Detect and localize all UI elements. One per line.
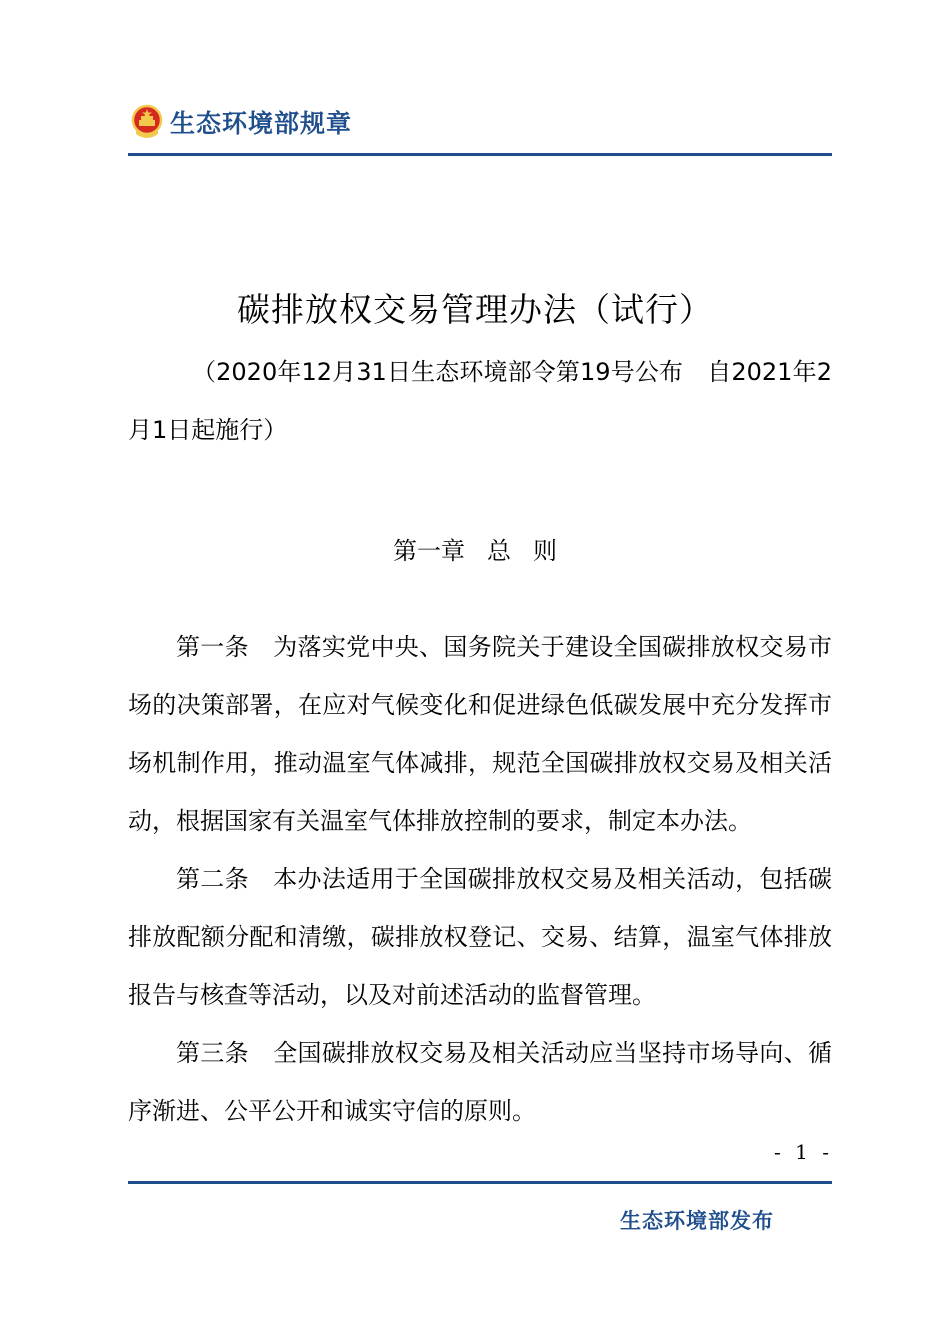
article-label: 第三条	[176, 1039, 249, 1067]
article-label: 第二条	[176, 865, 249, 893]
page-number: - 1 -	[774, 1140, 833, 1164]
chapter-name-part2: 则	[533, 537, 557, 565]
header-title: 生态环境部规章	[170, 109, 353, 138]
chapter-name-part1: 总	[487, 537, 511, 565]
article	[128, 618, 832, 850]
article-text: 全国碳排放权交易及相关活动应当坚持市场导向、循序渐进、公平公开和诚实守信的原则。	[128, 1039, 833, 1125]
page-header	[130, 100, 352, 144]
header-divider	[128, 153, 832, 156]
article-text: 为落实党中央、国务院关于建设全国碳排放权交易市场的决策部署，在应对气候变化和促进绿色低碳发展中充分发挥市场机制作用，推动温室气体减排，规范全国碳排放权交易及相关活动，根据国家有关温室气体排放控制的要求，制定本办法。	[128, 633, 833, 835]
promulgation-note: （2020年12月31日生态环境部令第19号公布 自2021年2月1日起施行）	[128, 358, 832, 444]
article-text: 本办法适用于全国碳排放权交易及相关活动，包括碳排放配额分配和清缴，碳排放权登记、交易、结算，温室气体排放报告与核查等活动，以及对前述活动的监督管理。	[128, 865, 833, 1009]
article	[128, 850, 832, 1024]
article-list	[128, 618, 832, 1140]
chapter-number: 第一章	[393, 537, 465, 565]
article-label: 第一条	[176, 633, 249, 661]
article	[128, 1024, 832, 1140]
footer-publisher: 生态环境部发布	[620, 1209, 774, 1233]
national-emblem-icon	[130, 104, 164, 140]
footer-divider	[128, 1181, 832, 1184]
document-title: 碳排放权交易管理办法（试行）	[237, 290, 713, 329]
chapter-heading	[0, 531, 950, 566]
